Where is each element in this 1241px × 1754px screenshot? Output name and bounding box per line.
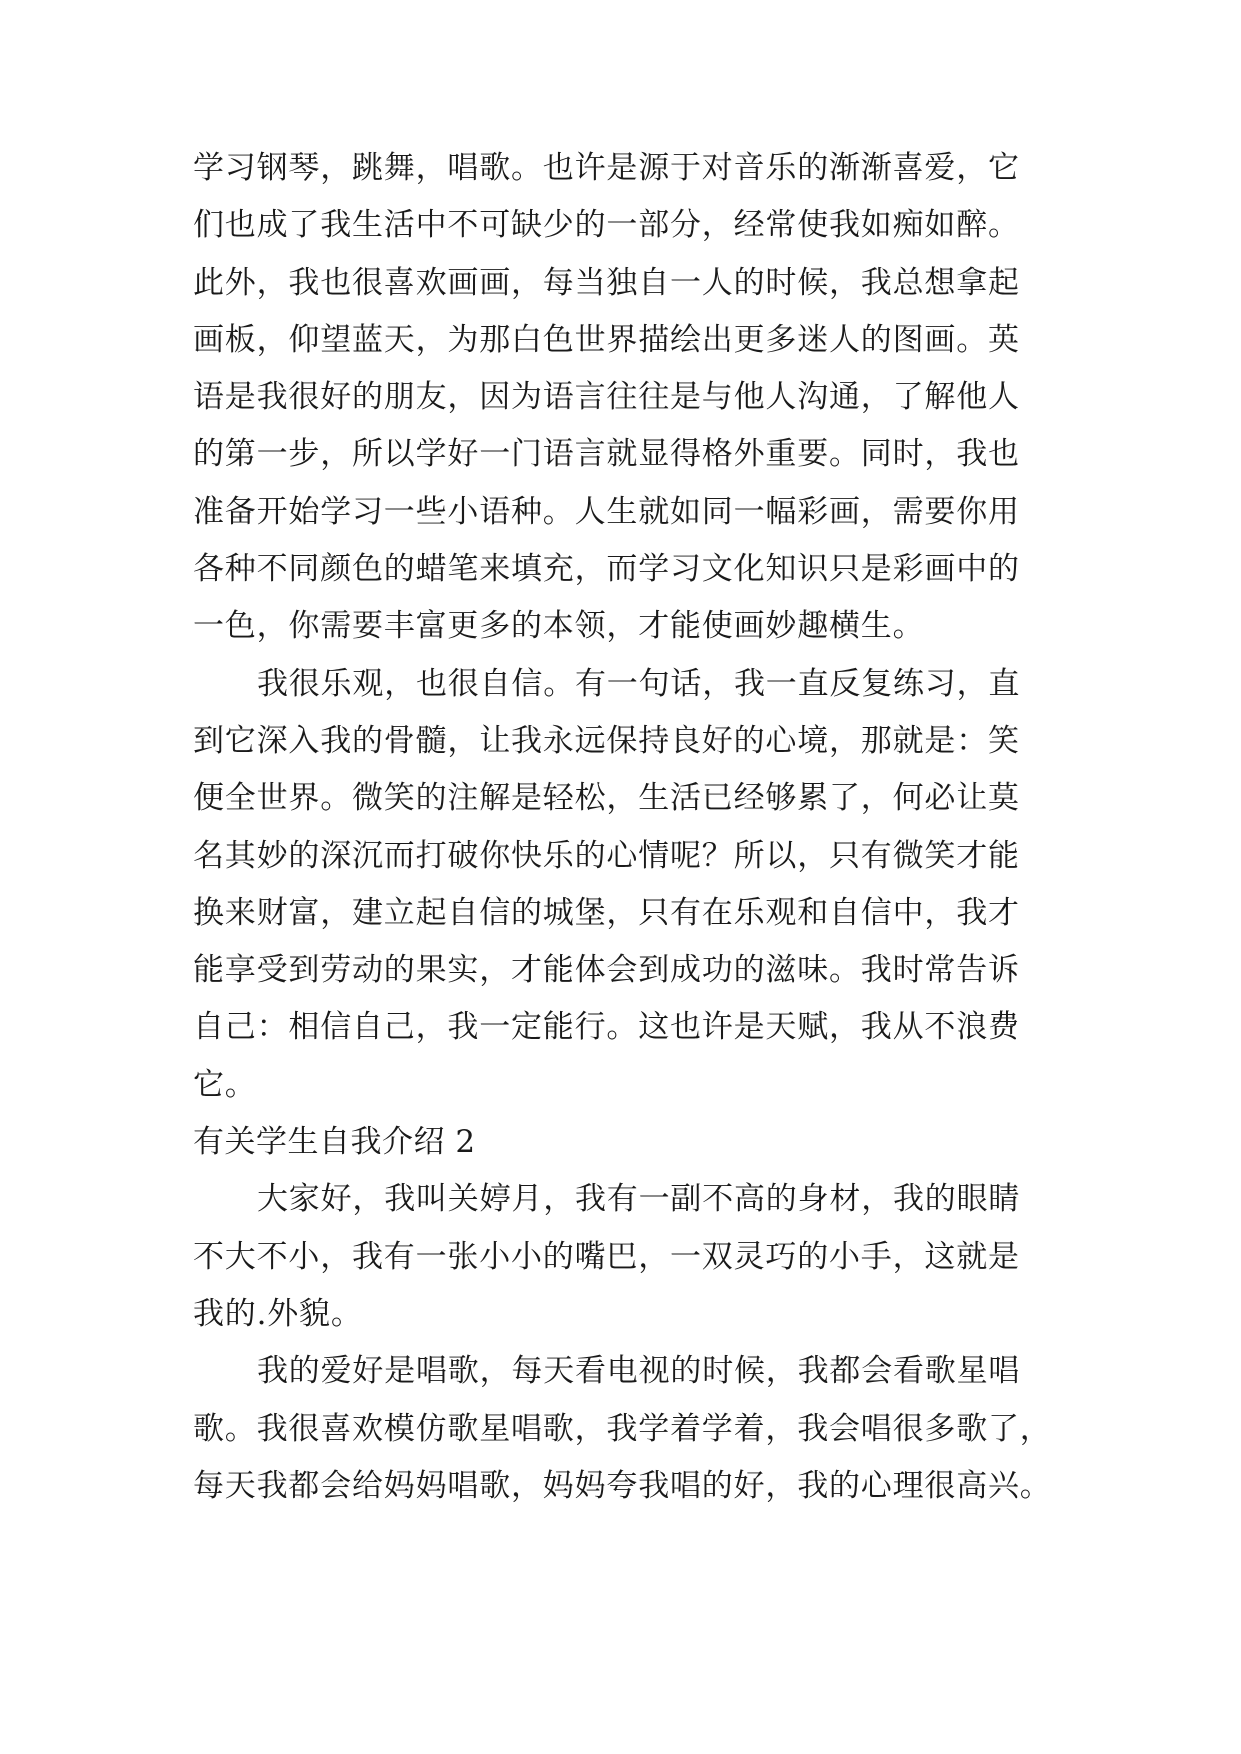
paragraph-first-line: 大家好，我叫关婷月，我有一副不高的身材，我的眼睛: [257, 1181, 1021, 1218]
text-line: 便全世界。微笑的注解是轻松，生活已经够累了，何必让莫: [193, 780, 1020, 817]
paragraph-first-line: 我很乐观，也很自信。有一句话，我一直反复练习，直: [257, 665, 1021, 702]
text-line: 画板，仰望蓝天，为那白色世界描绘出更多迷人的图画。英: [193, 321, 1020, 358]
text-line: 它。: [193, 1066, 257, 1103]
text-line: 各种不同颜色的蜡笔来填充，而学习文化知识只是彩画中的: [193, 551, 1020, 588]
text-line: 的第一步，所以学好一门语言就显得格外重要。同时，我也: [193, 436, 1020, 473]
text-line: 语是我很好的朋友，因为语言往往是与他人沟通，了解他人: [193, 379, 1020, 416]
document-body: [193, 140, 1053, 1515]
text-line: 名其妙的深沉而打破你快乐的心情呢？所以，只有微笑才能: [193, 837, 1020, 874]
text-line: 到它深入我的骨髓，让我永远保持良好的心境，那就是：笑: [193, 722, 1020, 759]
text-line: 不大不小，我有一张小小的嘴巴，一双灵巧的小手，这就是: [193, 1238, 1020, 1275]
paragraph-first-line: 我的爱好是唱歌，每天看电视的时候，我都会看歌星唱: [257, 1353, 1021, 1390]
text-line: 们也成了我生活中不可缺少的一部分，经常使我如痴如醉。: [193, 207, 1020, 244]
text-line: 歌。我很喜欢模仿歌星唱歌，我学着学着，我会唱很多歌了，: [193, 1410, 1052, 1447]
text-line: 此外，我也很喜欢画画，每当独自一人的时候，我总想拿起: [193, 264, 1020, 301]
text-line: 自己：相信自己，我一定能行。这也许是天赋，我从不浪费: [193, 1009, 1020, 1046]
text-line: 一色，你需要丰富更多的本领，才能使画妙趣横生。: [193, 608, 925, 645]
text-line: 能享受到劳动的果实，才能体会到成功的滋味。我时常告诉: [193, 952, 1020, 989]
text-line: 我的.外貌。: [193, 1295, 363, 1332]
text-line: 准备开始学习一些小语种。人生就如同一幅彩画，需要你用: [193, 493, 1020, 530]
text-line: 换来财富，建立起自信的城堡，只有在乐观和自信中，我才: [193, 894, 1020, 931]
text-line: 学习钢琴，跳舞，唱歌。也许是源于对音乐的渐渐喜爱，它: [193, 150, 1020, 186]
section-heading: 有关学生自我介绍 2: [193, 1124, 476, 1161]
text-line: 每天我都会给妈妈唱歌，妈妈夸我唱的好，我的心理很高兴。: [193, 1467, 1052, 1504]
